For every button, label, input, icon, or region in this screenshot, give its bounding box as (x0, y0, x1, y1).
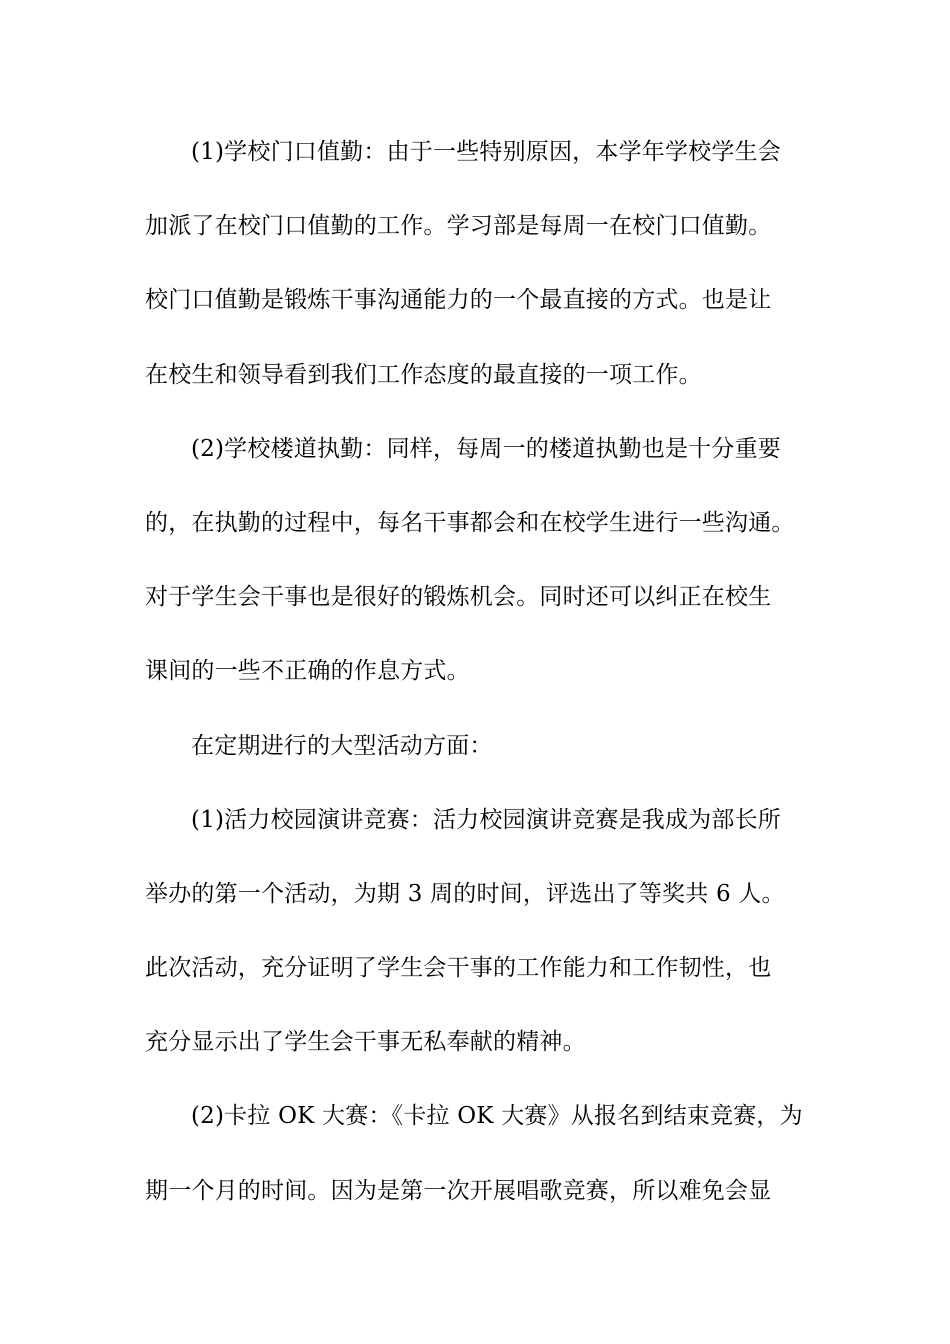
text-line: 在定期进行的大型活动方面： (191, 732, 493, 759)
text-line: 对于学生会干事也是很好的锻炼机会。同时还可以纠正在校生 (145, 584, 772, 611)
text-line: (1)学校门口值勤：由于一些特别原因，本学年学校学生会 (191, 139, 781, 165)
text-line: 充分显示出了学生会干事无私奉献的精神。 (145, 1029, 586, 1056)
text-line: (2)卡拉 OK 大赛：《卡拉 OK 大赛》从报名到结束竞赛，为 (191, 1103, 803, 1130)
text-line: (2)学校楼道执勤：同样，每周一的楼道执勤也是十分重要 (191, 435, 781, 462)
text-line: (1)活力校园演讲竞赛：活力校园演讲竞赛是我成为部长所 (191, 806, 781, 833)
text-line: 期一个月的时间。因为是第一次开展唱歌竞赛，所以难免会显 (145, 1177, 772, 1204)
text-line: 此次活动，充分证明了学生会干事的工作能力和工作韧性，也 (145, 955, 772, 982)
text-line: 课间的一些不正确的作息方式。 (145, 658, 470, 685)
text-line: 校门口值勤是锻炼干事沟通能力的一个最直接的方式。也是让 (145, 287, 772, 314)
text-line: 加派了在校门口值勤的工作。学习部是每周一在校门口值勤。 (145, 213, 772, 240)
text-line: 在校生和领导看到我们工作态度的最直接的一项工作。 (145, 361, 702, 388)
text-line: 举办的第一个活动，为期 3 周的时间，评选出了等奖共 6 人。 (145, 880, 785, 907)
text-line: 的，在执勤的过程中，每名干事都会和在校学生进行一些沟通。 (145, 509, 795, 536)
document-body (145, 128, 825, 1241)
